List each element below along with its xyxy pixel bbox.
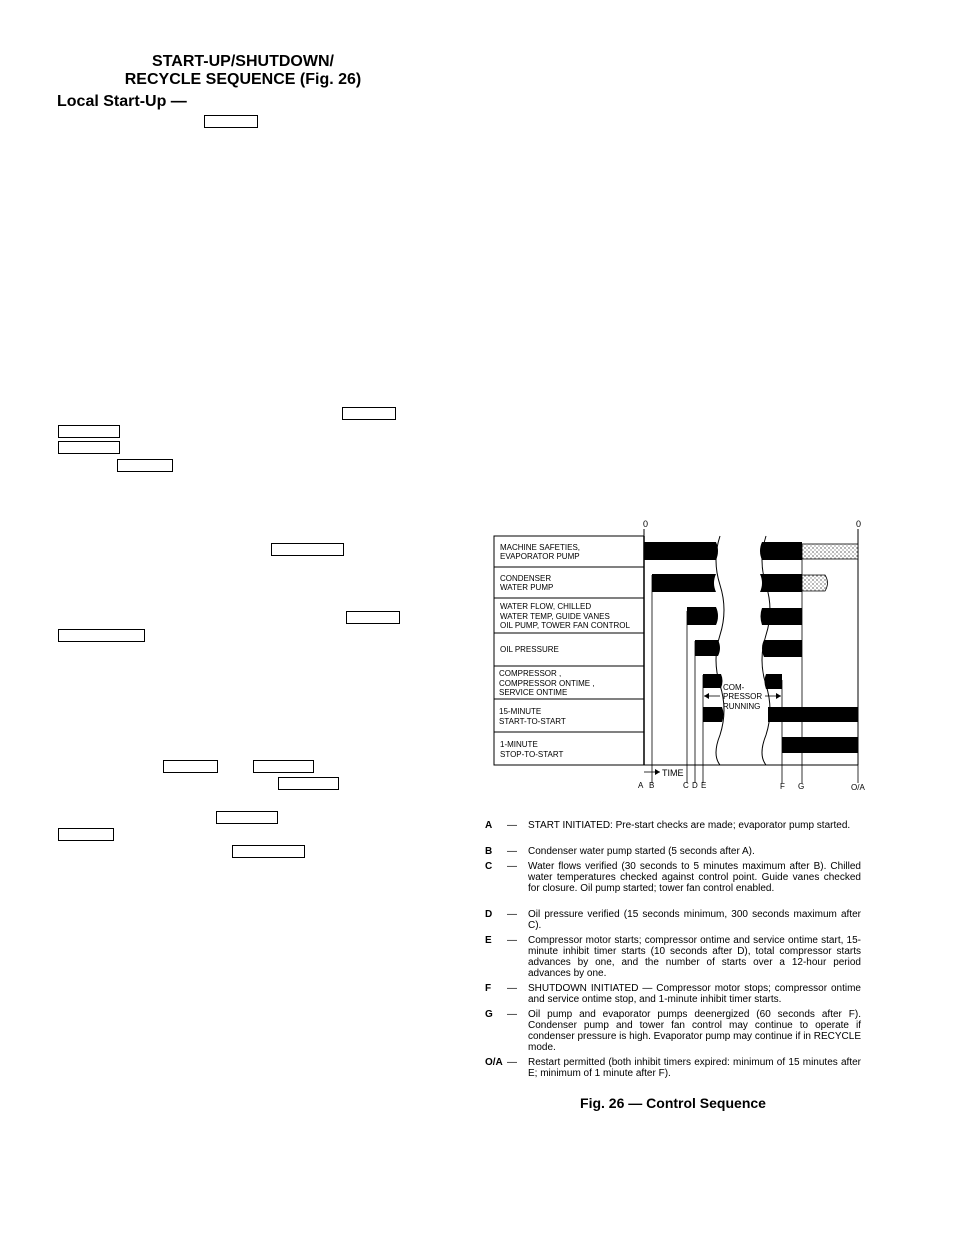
row-label-15min-1: 15-MINUTE [499, 707, 542, 716]
legend-item: C — Water flows verified (30 seconds to 5 minutes maximum after B). Chilled water temperatures checked against control point. Guide vanes checked for closure. Oil pump started; tower fan control enabled. [485, 861, 861, 894]
axis-letter-e: E [701, 781, 707, 790]
bar-waterflow-end [761, 608, 803, 625]
legend-item: B — Condenser water pump started (5 seconds after A). [485, 846, 755, 857]
redaction-box [232, 845, 305, 858]
redaction-box [253, 760, 314, 773]
axis-letter-c: C [683, 781, 689, 790]
bar-compressor-start [703, 674, 723, 688]
row-label-oilpressure: OIL PRESSURE [500, 645, 559, 654]
axis-letter-oa: O/A [851, 783, 865, 792]
legend-item: A — START INITIATED: Pre-start checks are made; evaporator pump started. [485, 820, 851, 831]
redaction-box [204, 115, 258, 128]
section-heading-line-2: RECYCLE SEQUENCE (Fig. 26) [124, 71, 362, 88]
redaction-box [278, 777, 339, 790]
row-label-1min-1: 1-MINUTE [500, 740, 538, 749]
zero-label-right: 0 [856, 519, 862, 529]
bar-oil-end [762, 640, 802, 657]
legend-item: O/A — Restart permitted (both inhibit timers expired: minimum of 15 minutes after E; minimum of 1 minute after F). [485, 1057, 861, 1079]
bar-safeties-optional [802, 544, 858, 559]
bar-waterflow-start [687, 607, 718, 625]
row-label-condenser-1: CONDENSER [500, 574, 552, 583]
bar-condenser-end [760, 574, 802, 592]
row-label-safeties-2: EVAPORATOR PUMP [500, 552, 580, 561]
row-label-compressor-3: SERVICE ONTIME [499, 688, 568, 697]
bar-safeties-end [760, 542, 802, 560]
bar-compressor-end [765, 674, 783, 689]
row-label-safeties-1: MACHINE SAFETIES, [500, 543, 581, 552]
row-label-waterflow-3: OIL PUMP, TOWER FAN CONTROL [500, 621, 630, 630]
redaction-box [58, 828, 114, 841]
legend-item: D — Oil pressure verified (15 seconds minimum, 300 seconds maximum after C). [485, 909, 861, 931]
axis-letter-b: B [649, 781, 655, 790]
subheading: Local Start-Up — [57, 93, 187, 110]
running-label-2: PRESSOR [723, 692, 763, 701]
redaction-box [216, 811, 278, 824]
row-label-15min-2: START-TO-START [499, 717, 566, 726]
running-label-1: COM- [723, 683, 745, 692]
section-heading [58, 53, 428, 89]
zero-label-left: 0 [643, 519, 649, 529]
redaction-box [58, 425, 120, 438]
bar-safeties-start [644, 542, 718, 560]
bar-15min-start [703, 707, 724, 722]
time-label: TIME [662, 768, 684, 778]
redaction-box [58, 441, 120, 454]
legend-item: E — Compressor motor starts; compressor ontime and service ontime start, 15-minute inhibit timer starts (10 seconds after D), total compressor starts advances by one, and the number of starts over a 12-hour period advances by one. [485, 935, 861, 979]
redaction-box [342, 407, 396, 420]
section-heading-line-1: START-UP/SHUTDOWN/ [152, 53, 334, 70]
bar-1min-end [782, 737, 858, 753]
bar-condenser-start [652, 574, 716, 592]
redaction-box [346, 611, 400, 624]
row-label-1min-2: STOP-TO-START [500, 750, 564, 759]
axis-letter-d: D [692, 781, 698, 790]
legend-item: G — Oil pump and evaporator pumps deenergized (60 seconds after F). Condenser pump and tower fan control may continue to operate if condenser pressure is high. Evaporator pump may continue if in RECYCLE mode. [485, 1009, 861, 1053]
row-label-condenser-2: WATER PUMP [500, 583, 554, 592]
axis-letter-a: A [638, 781, 644, 790]
redaction-box [271, 543, 344, 556]
row-label-waterflow-2: WATER TEMP, GUIDE VANES [500, 612, 610, 621]
control-sequence-diagram [480, 515, 870, 797]
row-label-compressor-1: COMPRESSOR , [499, 669, 562, 678]
figure-caption: Fig. 26 — Control Sequence [580, 1095, 766, 1111]
bar-condenser-optional [802, 575, 828, 591]
redaction-box [163, 760, 218, 773]
axis-letter-g: G [798, 782, 805, 791]
row-label-compressor-2: COMPRESSOR ONTIME , [499, 679, 595, 688]
bar-15min-end [768, 707, 858, 722]
legend-list [485, 820, 861, 1083]
legend-item: F — SHUTDOWN INITIATED — Compressor motor stops; compressor ontime and service ontime stop, and 1-minute inhibit timer starts. [485, 983, 861, 1005]
running-label-3: RUNNING [723, 702, 761, 711]
redaction-box [58, 629, 145, 642]
axis-letter-f: F [780, 782, 785, 791]
row-label-waterflow-1: WATER FLOW, CHILLED [500, 602, 592, 611]
redaction-box [117, 459, 173, 472]
